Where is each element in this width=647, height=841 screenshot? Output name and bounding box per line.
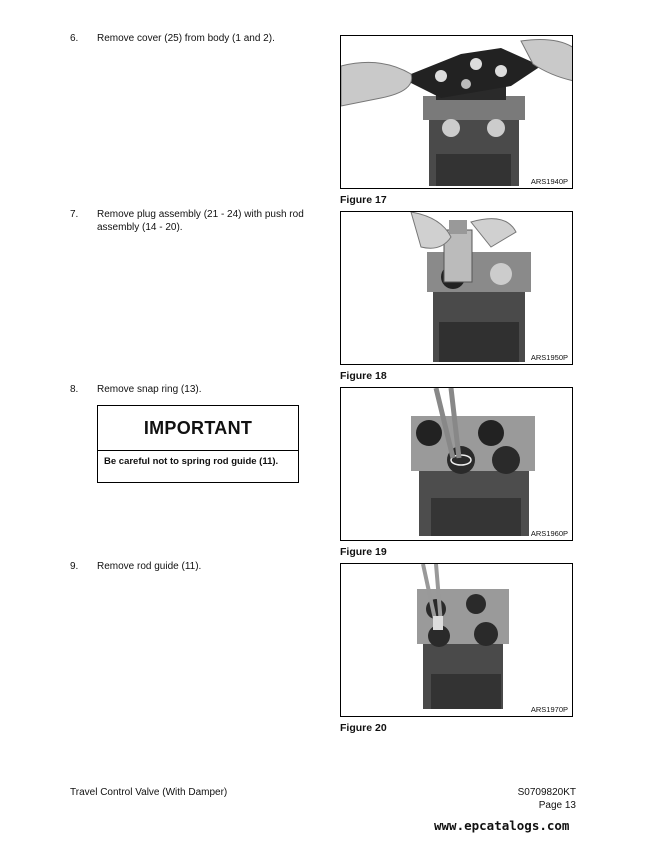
figure-17-caption: Figure 17 <box>340 194 387 206</box>
important-text: Be careful not to spring rod guide (11). <box>104 456 279 467</box>
important-title: IMPORTANT <box>98 406 298 451</box>
step-number: 7. <box>70 209 79 220</box>
figure-code: ARS1940P <box>530 177 568 186</box>
step-number: 9. <box>70 561 79 572</box>
footer-page-number: Page 13 <box>538 800 576 811</box>
figure-18-photo <box>340 211 573 365</box>
rod-guide-removal-illustration <box>341 564 573 717</box>
step-text: Remove rod guide (11). <box>97 561 202 572</box>
figure-18-caption: Figure 18 <box>340 370 387 382</box>
important-notice <box>97 405 299 483</box>
plug-assembly-removal-illustration <box>341 212 573 365</box>
step-text: Remove cover (25) from body (1 and 2). <box>97 33 275 44</box>
figure-code: ARS1960P <box>530 529 568 538</box>
step-number: 6. <box>70 33 79 44</box>
figure-code: ARS1970P <box>530 705 568 714</box>
figure-17-photo <box>340 35 573 189</box>
valve-cover-removal-illustration <box>341 36 573 189</box>
figure-20-photo <box>340 563 573 717</box>
figure-19-photo <box>340 387 573 541</box>
figure-20-caption: Figure 20 <box>340 722 387 734</box>
footer-doc-number: S0709820KT <box>517 787 576 798</box>
step-text: Remove plug assembly (21 - 24) with push rod assembly (14 - 20). <box>97 209 304 233</box>
step-text: Remove snap ring (13). <box>97 384 202 395</box>
figure-code: ARS1950P <box>530 353 568 362</box>
snap-ring-removal-illustration <box>341 388 573 541</box>
footer-title: Travel Control Valve (With Damper) <box>70 787 228 798</box>
step-number: 8. <box>70 384 79 395</box>
watermark: www.epcatalogs.com <box>434 818 570 833</box>
figure-19-caption: Figure 19 <box>340 546 387 558</box>
